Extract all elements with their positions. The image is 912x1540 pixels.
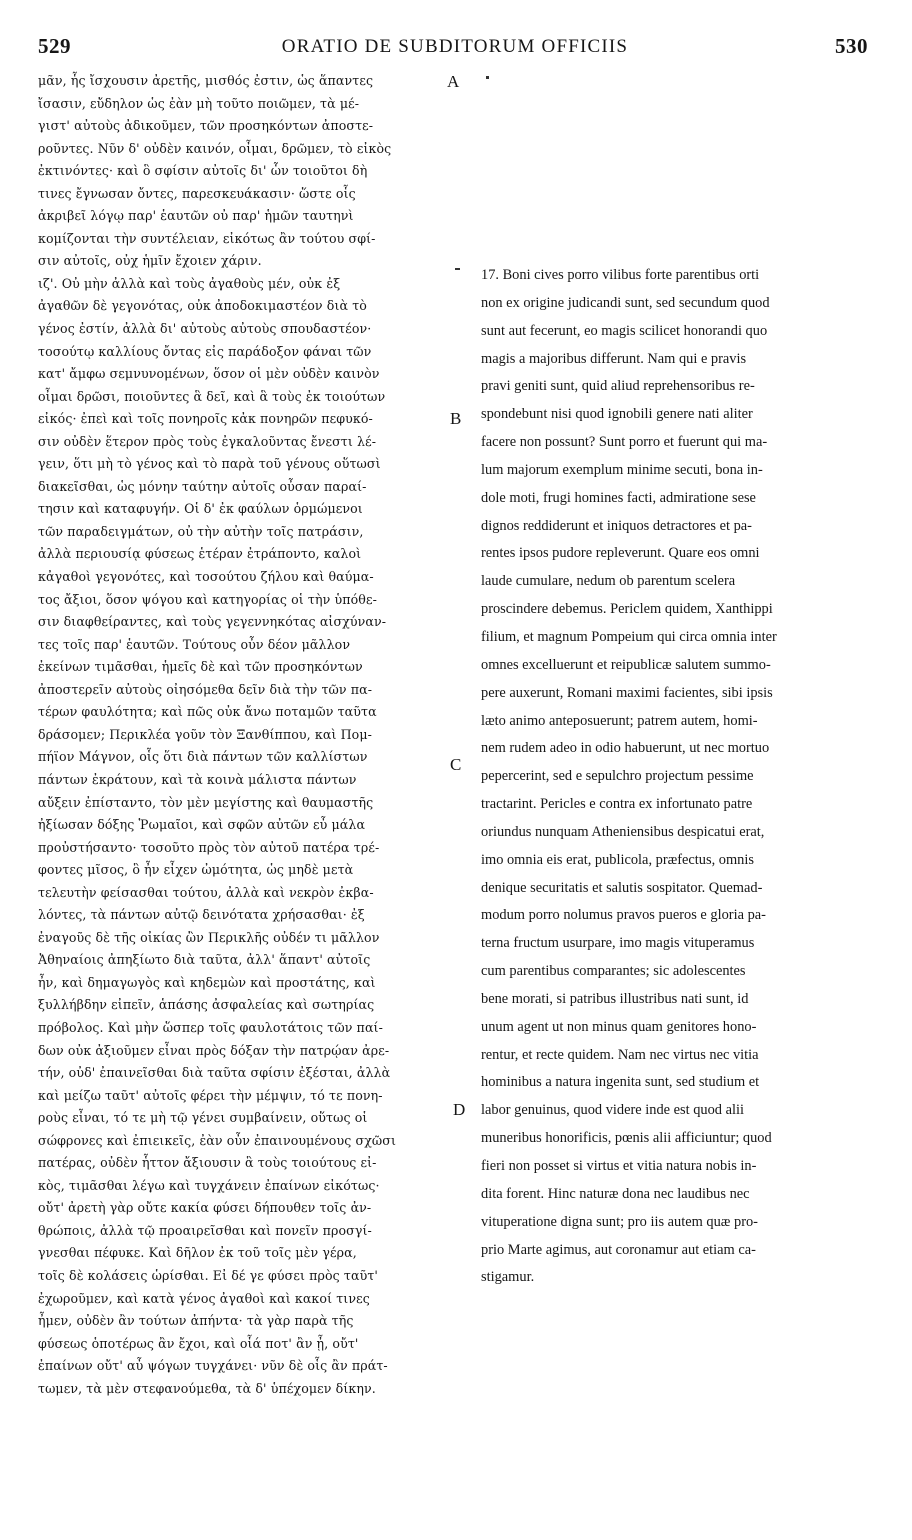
greek-text-line: ἀγαθῶν δὲ γεγονότας, οὐκ ἀποδοκιμαστέον διὰ τὸ — [38, 298, 367, 314]
latin-text-line: nem rudem adeo in odio habuerunt, ut nec mortuo — [481, 740, 770, 757]
greek-text-line: φοντες μῖσος, ὃ ἦν εἶχεν ὠμότητα, ὡς μηδὲ μετὰ — [38, 862, 354, 878]
greek-text-line: ἀκριβεῖ λόγῳ παρ' ἑαυτῶν οὐ παρ' ἡμῶν ταυτηνὶ — [38, 208, 354, 224]
margin-marker-a: A — [447, 72, 460, 91]
latin-text-line: labor genuinus, quod videre inde est quod alii — [481, 1102, 744, 1119]
latin-text-line: dita forent. Hinc naturæ dona nec laudibus nec — [481, 1185, 750, 1202]
greek-text-line: τελευτὴν φείσασθαι τούτου, ἀλλὰ καὶ νεκρὸν ἐκβα- — [38, 884, 374, 900]
greek-text-line: πρόβολος. Καὶ μὴν ὥσπερ τοῖς φαυλοτάτοις τῶν παί- — [38, 1019, 383, 1035]
latin-text-line: denique securitatis et salutis sospitator. Quemad- — [481, 879, 763, 896]
page-number-right: 530 — [835, 34, 868, 58]
greek-text-line: αὔξειν ἐπίσταντο, τὸν μὲν μεγίστης καὶ θαυμαστῆς — [38, 794, 374, 810]
latin-text-line: laude cumulare, nedum ob parentum scelera — [481, 573, 736, 590]
latin-text-line: non ex origine judicandi sunt, sed secundum quod — [481, 294, 770, 311]
greek-text-line: δράσομεν; Περικλέα γοῦν τὸν Ξανθίππου, καὶ Πομ- — [38, 726, 373, 742]
greek-text-line: προὐστήσαντο· τοσοῦτο πρὸς τὸν αὐτοῦ πατέρα τρέ- — [38, 839, 380, 855]
latin-text-line: prio Marte agimus, aut coronamur aut etiam ca- — [481, 1241, 756, 1258]
greek-text-line: γιστ' αὐτοὺς ἀδικοῦμεν, τῶν προσηκόντων ἀποστε- — [38, 118, 374, 134]
greek-text-line: τωμεν, τὰ μὲν στεφανούμεθα, τὰ δ' ὑπέχομεν δίκην. — [38, 1380, 376, 1396]
greek-text-line: σιν αὐτοῖς, οὐχ ἡμῖν ἔχοιεν χάριν. — [38, 253, 262, 269]
greek-text-line: τήν, οὐδ' ἐπαινεῖσθαι διὰ ταῦτα σφίσιν ἐξέσται, ἀλλὰ — [38, 1065, 391, 1081]
latin-text-line: unum agent ut non minus quam genitores hono- — [481, 1018, 757, 1035]
latin-text-line: læto animo anteposuerunt; patrem autem, homi- — [481, 712, 758, 729]
greek-text-line: ἦν, καὶ δημαγωγὸς καὶ κηδεμὼν καὶ προστάτης, καὶ — [38, 974, 376, 990]
greek-text-line: τος ἄξιοι, ὅσον ψόγου καὶ κατηγορίας οἱ τὴν ὑπόθε- — [38, 591, 377, 607]
greek-text-line: ροὺς εἶναι, τό τε μὴ τῷ γένει συμβαίνειν, οὕτως οἱ — [38, 1110, 368, 1126]
greek-text-line: ἐκτινόντες· καὶ ὃ σφίσιν αὐτοῖς δι' ὧν τοιοῦτοι δὴ — [38, 163, 368, 179]
greek-text-line: τοῖς δὲ κολάσεις ὡρίσθαι. Εἰ δέ γε φύσει πρὸς ταῦτ' — [38, 1267, 378, 1283]
greek-text-line: τοσούτῳ καλλίους ὄντας εἰς παράδοξον φάναι τῶν — [38, 343, 372, 359]
latin-text-line: bene morati, si patribus illustribus nati sunt, id — [481, 990, 749, 1007]
greek-text-line: τησιν καὶ καταφυγήν. Οἱ δ' ἐκ φαύλων ὁρμώμενοι — [38, 501, 363, 517]
latin-text-line: pere auxerunt, Romani maximi facientes, sibi ipsis — [481, 684, 773, 701]
running-header — [0, 34, 912, 64]
greek-text-line: τινες ἔγνωσαν ὄντες, παρεσκευάκασιν· ὥστε οἷς — [38, 185, 356, 201]
latin-text-line: rentes ipsos pudore repleverunt. Quare eos omni — [481, 545, 760, 562]
greek-text-line: πήϊον Μάγνον, οἷς ὅτι διὰ πάντων τῶν καλλίστων — [38, 749, 368, 765]
latin-text-column — [481, 262, 881, 1292]
latin-text-line: sunt aut fecerunt, eo magis scilicet honorandi quo — [481, 322, 768, 339]
greek-text-line: τέρων φαυλότητα; καὶ πῶς οὐκ ἄνω ποταμῶν ταῦτα — [38, 704, 377, 720]
latin-text-line: 17. Boni cives porro vilibus forte parentibus orti — [481, 267, 760, 283]
greek-text-column — [38, 70, 448, 1400]
ink-speck — [486, 76, 489, 79]
latin-text-line: dole moti, frugi homines facti, admiratione sese — [481, 489, 756, 506]
greek-text-line: ἠξίωσαν δόξης Ῥωμαῖοι, καὶ σφῶν αὐτῶν εὖ μάλα — [38, 817, 366, 833]
greek-text-line: ἐπαίνων οὔτ' αὖ ψόγων τυγχάνει· νῦν δὲ οἷς ἂν πράτ- — [38, 1358, 388, 1374]
greek-text-line: πατέρας, οὐδὲν ἧττον ἄξιουσιν ἃ τοὺς τοιούτους εἰ- — [38, 1155, 377, 1171]
greek-text-line: σιν οὐδὲν ἕτερον πρὸς τοὺς ἐγκαλοῦντας ἔνεστι λέ- — [38, 433, 377, 449]
greek-text-line: γνεσθαι πέφυκε. Καὶ δῆλον ἐκ τοῦ τοῖς μὲν γέρα, — [38, 1245, 357, 1261]
latin-text-line: magis a majoribus differunt. Nam qui e pravis — [481, 350, 747, 367]
greek-text-line: ροῦντες. Νῦν δ' οὐδὲν καινόν, οἶμαι, δρῶμεν, τὸ εἰκὸς — [38, 140, 392, 156]
greek-text-line: καὶ μείζω ταῦτ' αὐτοῖς φέρει τὴν μέμψιν, τό τε πονη- — [38, 1087, 383, 1103]
greek-text-line: οὔτ' ἀρετὴ γὰρ οὔτε κακία φύσει δήπουθεν τοῖς ἀν- — [38, 1200, 372, 1216]
running-title: ORATIO DE SUBDITORUM OFFICIIS — [281, 36, 629, 57]
greek-text-line: δων οὐκ ἀξιοῦμεν εἶναι πρὸς δόξαν τὴν πατρῴαν ἀρε- — [38, 1042, 390, 1058]
greek-text-line: Ἀθηναίοις ἀπηξίωτο διὰ ταῦτα, ἀλλ' ἅπαντ' αὐτοῖς — [38, 952, 371, 968]
greek-text-line: θρώποις, ἀλλὰ τῷ προαιρεῖσθαι καὶ πονεῖν προσγί- — [38, 1222, 372, 1238]
greek-text-line: ἀποστερεῖν αὐτοὺς οἰησόμεθα δεῖν διὰ τὴν τῶν πα- — [38, 681, 373, 697]
greek-text-line: τες τοῖς παρ' ἑαυτῶν. Τούτους οὖν δέον μᾶλλον — [38, 636, 351, 652]
margin-marker-c: C — [450, 755, 462, 774]
latin-text-line: filium, et magnum Pompeium qui circa omnia inter — [481, 628, 777, 645]
greek-text-line: γειν, ὅτι μὴ τὸ γένος καὶ τὸ παρὰ τοῦ γένους οὕτωσὶ — [38, 456, 381, 472]
greek-text-line: τῶν παραδειγμάτων, οὐ τὴν αὐτὴν τοῖς πατράσιν, — [38, 523, 364, 539]
greek-text-line: λόντες, τὰ πάντων αὐτῷ δεινότατα χρήσασθαι· ἐξ — [38, 907, 365, 923]
ink-speck — [455, 268, 460, 270]
latin-text-line: facere non possunt? Sunt porro et fuerunt qui ma- — [481, 434, 768, 451]
greek-text-line: σώφρονες καὶ ἐπιεικεῖς, ἐὰν οὖν ἐπαινουμένους σχῶσι — [38, 1132, 397, 1148]
greek-text-line: οἶμαι δρῶσι, ποιοῦντες ἃ δεῖ, καὶ ἃ τοὺς ἐκ τοιούτων — [38, 388, 386, 404]
latin-text-line: tractarint. Pericles e contra ex infortunato patre — [481, 796, 753, 813]
greek-text-line: ἐχωροῦμεν, καὶ κατὰ γένος ἀγαθοὶ καὶ κακοί τινες — [38, 1290, 370, 1306]
greek-text-line: μᾶν, ἧς ἴσχουσιν ἀρετῆς, μισθός ἐστιν, ὡς ἅπαντες — [38, 73, 374, 88]
greek-text-line: κἀγαθοὶ γεγονότες, καὶ τοσούτου ζήλου καὶ θαύμα- — [38, 569, 374, 585]
latin-text-line: fieri non posset si virtus et vitia natura nobis in- — [481, 1158, 757, 1174]
greek-text-line: γένος ἐστίν, ἀλλὰ δι' αὐτοὺς αὐτοὺς σπουδαστέον· — [38, 321, 372, 337]
greek-text-line: ἴσασιν, εὔδηλον ὡς ἐὰν μὴ τοῦτο ποιῶμεν, τὰ μέ- — [38, 95, 360, 111]
latin-text-line: modum porro nolumus pravos pueros e gloria pa- — [481, 907, 766, 924]
greek-text-line: σιν διαφθείραντες, καὶ τοὺς γεγεννηκότας αἰσχύναν- — [38, 614, 387, 630]
greek-text-line: διακεῖσθαι, ὡς μόνην ταύτην αὐτοῖς οὖσαν παραί- — [38, 478, 367, 494]
greek-text-line: κομίζονται τὴν συντέλειαν, εἰκότως ἂν τούτου σφί- — [38, 230, 376, 246]
greek-text-line: ἦμεν, οὐδὲν ἂν τούτων ἀπήντα· τὰ γὰρ παρὰ τῆς — [38, 1313, 354, 1329]
latin-text-line: imo omnia eis erat, publicola, præfectus, omnis — [481, 851, 754, 868]
latin-text-line: pravi geniti sunt, quid aliud reprehensoribus re- — [481, 378, 755, 395]
latin-text-line: lum majorum exemplum minime secuti, bona in- — [481, 461, 763, 478]
greek-text-line: ἐναγοῦς δὲ τῆς οἰκίας ὢν Περικλῆς οὐδέν τι μᾶλλον — [38, 929, 380, 945]
latin-text-line: dignos reddiderunt et iniquos detractores et pa- — [481, 517, 752, 534]
latin-text-line: terna fructum usurpare, imo magis vituperamus — [481, 935, 755, 952]
latin-text-line: muneribus honorificis, pœnis alii afficiuntur; quod — [481, 1130, 772, 1147]
greek-text-line: εἰκός· ἐπεὶ καὶ τοῖς πονηροῖς κἀκ πονηρῶν πεφυκό- — [38, 411, 373, 427]
greek-text-line: ιζ'. Οὐ μὴν ἀλλὰ καὶ τοὺς ἀγαθοὺς μέν, οὐκ ἐξ — [38, 275, 341, 291]
greek-text-line: φύσεως ὁποτέρως ἂν ἔχοι, καὶ οἷά ποτ' ἂν ᾖ, οὔτ' — [38, 1335, 359, 1351]
greek-text-line: ἀλλὰ περιουσίᾳ φύσεως ἑτέραν ἐτράποντο, καλοὶ — [38, 546, 362, 562]
greek-text-line: κὸς, τιμᾶσθαι λέγω καὶ τυγχάνειν ἐπαίνων εἰκότως· — [38, 1177, 380, 1193]
latin-text-line: cum parentibus comparantes; sic adolescentes — [481, 963, 746, 980]
latin-text-line: vituperatione digna sunt; pro iis autem quæ pro- — [481, 1213, 758, 1230]
latin-text-line: pepercerint, sed e sepulchro projectum pessime — [481, 768, 754, 785]
margin-marker-b: B — [450, 409, 462, 428]
latin-text-line: oriundus nunquam Atheniensibus despicatui erat, — [481, 823, 765, 840]
latin-text-line: proscindere debemus. Periclem quidem, Xanthippi — [481, 601, 773, 618]
latin-text-line: rentur, et recte quidem. Nam nec virtus nec vitia — [481, 1046, 759, 1063]
page-number-left: 529 — [38, 34, 71, 58]
latin-text-line: omnes excelluerunt et reipublicæ salutem summo- — [481, 656, 771, 673]
latin-text-line: stigamur. — [481, 1269, 535, 1286]
latin-text-line: hominibus a natura ingenita sunt, sed studium et — [481, 1074, 760, 1091]
greek-text-line: κατ' ἄμφω σεμνυνομένων, ὅσον οἱ μὲν οὐδὲν καινὸν — [38, 366, 380, 382]
greek-text-line: ξυλλήβδην εἰπεῖν, ἁπάσης ἀσφαλείας καὶ σωτηρίας — [38, 997, 375, 1013]
latin-text-line: spondebunt nisi quod ignobili genere nati aliter — [481, 406, 753, 423]
greek-text-line: ἐκείνων τιμᾶσθαι, ἡμεῖς δὲ καὶ τῶν προσηκόντων — [38, 659, 363, 675]
margin-marker-d: D — [453, 1100, 466, 1119]
greek-text-line: πάντων ἐκράτουν, καὶ τὰ κοινὰ μάλιστα πάντων — [38, 771, 357, 787]
